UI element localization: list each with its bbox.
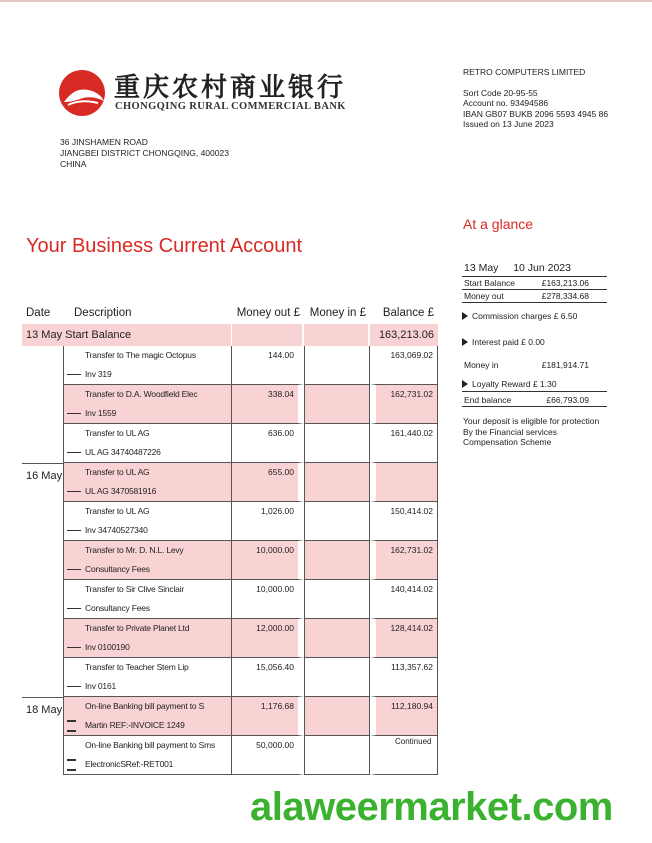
money-out-cell: 144.00	[232, 346, 304, 385]
loyalty-text: Loyalty Reward £ 1.30	[472, 379, 557, 389]
dash-icon	[67, 374, 81, 375]
start-balance-label: 13 May Start Balance	[22, 324, 232, 346]
money-in-cell	[304, 658, 370, 697]
table-row	[22, 424, 438, 463]
description-line2: Consultancy Fees	[85, 564, 150, 574]
description-line1: Transfer to UL AG	[85, 428, 150, 438]
glance-money-in	[462, 359, 607, 371]
money-out-cell: 12,000.00	[232, 619, 304, 658]
issued-date: Issued on 13 June 2023	[463, 119, 554, 129]
money-out-amount: £278,334.68	[541, 291, 589, 301]
customer-details	[463, 67, 608, 130]
expand-triangle-icon[interactable]	[462, 380, 468, 388]
balance-cell: 161,440.02	[370, 424, 438, 463]
dash-icon	[67, 608, 81, 609]
description-line2: Inv 0161	[85, 681, 117, 691]
sort-code: Sort Code 20-95-55	[463, 87, 538, 98]
start-balance-value: 163,213.06	[370, 324, 438, 346]
table-row	[22, 385, 438, 424]
description-cell	[64, 385, 232, 424]
description-cell	[64, 502, 232, 541]
page-title: Your Business Current Account	[26, 235, 303, 257]
balance-cell	[370, 463, 438, 502]
description-line2: ElectronicSRef:-RET001	[85, 759, 174, 769]
glance-end-balance	[462, 392, 607, 407]
header-money-in: Money in £	[309, 307, 366, 319]
protection-line: By the Financial services	[463, 426, 558, 437]
date-cell: 18 May	[22, 697, 64, 736]
commission-item[interactable]	[462, 309, 607, 323]
description-cell	[64, 541, 232, 580]
dash-icon	[67, 452, 81, 453]
money-out-label: Money out	[464, 291, 504, 301]
description-line1: Transfer to UL AG	[85, 506, 150, 516]
end-balance-amount: £66,793.09	[546, 395, 589, 405]
balance-cell: 112,180.94	[370, 697, 438, 736]
description-line1: Transfer to The magic Octopus	[85, 350, 196, 360]
balance-cell: 162,731.02	[370, 385, 438, 424]
date-cell	[22, 541, 64, 580]
address-line: JIANGBEI DISTRICT CHONGQING, 400023	[60, 148, 229, 158]
table-header	[22, 302, 438, 324]
money-in-cell	[304, 736, 370, 775]
date-cell	[22, 385, 64, 424]
header-date: Date	[26, 307, 51, 319]
end-balance-label: End balance	[464, 395, 512, 405]
account-number: Account no. 93494586	[463, 98, 549, 108]
balance-cell: 162,731.02	[370, 541, 438, 580]
bank-logo	[58, 67, 347, 117]
money-out-cell: 1,026.00	[232, 502, 304, 541]
period-end: 10 Jun 2023	[513, 262, 571, 274]
money-in-cell	[304, 541, 370, 580]
description-line2: Inv 1559	[85, 408, 117, 418]
loyalty-item[interactable]	[462, 377, 607, 392]
date-cell	[22, 424, 64, 463]
date-cell	[22, 346, 64, 385]
expand-triangle-icon[interactable]	[462, 338, 468, 346]
money-in-cell	[304, 502, 370, 541]
bank-logo-icon	[58, 69, 108, 117]
header-description: Description	[74, 307, 132, 319]
description-line2: Inv 34740527340	[85, 525, 148, 535]
money-in-cell	[304, 385, 370, 424]
glance-start-balance	[462, 277, 607, 290]
dash-icon	[67, 413, 81, 414]
money-out-cell: 10,000.00	[232, 541, 304, 580]
description-line2: Consultancy Fees	[85, 603, 150, 613]
money-in-cell	[304, 424, 370, 463]
address-line: 36 JINSHAMEN ROAD	[60, 137, 148, 147]
description-cell	[64, 424, 232, 463]
balance-cell: 150,414.02	[370, 502, 438, 541]
start-balance-amount: £163,213.06	[541, 278, 589, 288]
description-cell	[64, 619, 232, 658]
bank-name-cn: 重庆农村商业银行	[114, 73, 347, 103]
table-row	[22, 502, 438, 541]
description-cell	[64, 580, 232, 619]
balance-cell: 113,357.62	[370, 658, 438, 697]
description-line1: Transfer to D.A. Woodfield Elec	[85, 389, 198, 399]
money-in-cell	[304, 619, 370, 658]
commission-text: Commission charges £ 6.50	[472, 311, 578, 321]
date-cell	[22, 658, 64, 697]
description-line2: UL AG 3470581916	[85, 486, 157, 496]
description-line2: UL AG 34740487226	[85, 447, 161, 457]
dash-icon	[67, 647, 81, 648]
balance-cell: 140,414.02	[370, 580, 438, 619]
start-balance-row	[22, 324, 438, 346]
bank-address	[60, 137, 229, 170]
description-line1: Transfer to Teacher Stem Lip	[85, 662, 189, 672]
table-row	[22, 697, 438, 736]
protection-line: Compensation Scheme	[463, 437, 552, 447]
date-cell	[22, 580, 64, 619]
start-money-in	[304, 324, 370, 346]
company-name: RETRO COMPUTERS LIMITED	[463, 67, 586, 77]
protection-line: Your deposit is eligible for protection	[463, 416, 600, 426]
table-row	[22, 736, 438, 775]
interest-item[interactable]	[462, 335, 607, 349]
description-line1: Transfer to Sir Clive Sinclair	[85, 584, 185, 594]
date-cell	[22, 502, 64, 541]
money-out-cell: 636.00	[232, 424, 304, 463]
table-row	[22, 580, 438, 619]
dash-icon	[67, 491, 81, 492]
interest-text: Interest paid £ 0.00	[472, 337, 545, 347]
document-icon	[67, 759, 76, 771]
bank-name-en: CHONGQING RURAL COMMERCIAL BANK	[115, 101, 346, 112]
description-cell	[64, 697, 232, 736]
glance-period	[462, 261, 607, 277]
table-row	[22, 541, 438, 580]
period-start: 13 May	[464, 262, 499, 274]
money-in-cell	[304, 580, 370, 619]
description-cell	[64, 658, 232, 697]
description-line2: Inv 319	[85, 369, 112, 379]
description-line2: Martin REF:-INVOICE 1249	[85, 720, 185, 730]
address-line: CHINA	[60, 159, 87, 169]
date-cell	[22, 736, 64, 775]
description-cell	[64, 346, 232, 385]
table-row	[22, 658, 438, 697]
dash-icon	[67, 569, 81, 570]
money-in-cell	[304, 346, 370, 385]
date-cell: 16 May	[22, 463, 64, 502]
money-out-cell: 655.00	[232, 463, 304, 502]
watermark: alaweermarket.com	[250, 785, 613, 829]
balance-cell: 128,414.02	[370, 619, 438, 658]
table-row	[22, 463, 438, 502]
expand-triangle-icon[interactable]	[462, 312, 468, 320]
money-out-cell: 15,056.40	[232, 658, 304, 697]
money-out-cell: 338.04	[232, 385, 304, 424]
date-cell	[22, 619, 64, 658]
continued-label: Continued	[395, 737, 432, 746]
protection-notice	[463, 416, 599, 448]
money-in-amount: £181,914.71	[541, 360, 589, 370]
glance-money-out	[462, 290, 607, 303]
table-row	[22, 619, 438, 658]
description-cell	[64, 736, 232, 775]
table-row	[22, 346, 438, 385]
money-out-cell: 1,176.68	[232, 697, 304, 736]
iban: IBAN GB07 BUKB 2096 5593 4945 86	[463, 108, 609, 119]
money-out-cell: 10,000.00	[232, 580, 304, 619]
dash-icon	[67, 686, 81, 687]
header-money-out: Money out £	[236, 307, 300, 319]
glance-title: At a glance	[463, 216, 534, 232]
money-in-cell	[304, 697, 370, 736]
balance-cell: 163,069.02	[370, 346, 438, 385]
transactions-table	[22, 302, 438, 775]
money-in-label: Money in	[464, 360, 499, 370]
header-balance: Balance £	[382, 307, 434, 319]
description-line1: On-line Banking bill payment to Sms	[85, 740, 216, 750]
description-line2: Inv 0100190	[85, 642, 130, 652]
description-line1: Transfer to UL AG	[85, 467, 150, 477]
glance-panel	[462, 261, 607, 407]
dash-icon	[67, 530, 81, 531]
start-balance-label: Start Balance	[464, 278, 516, 288]
document-icon	[67, 720, 76, 732]
description-line1: Transfer to Mr. D. N.L. Levy	[85, 545, 184, 555]
description-line1: Transfer to Private Planet Ltd	[85, 623, 190, 633]
description-line1: On-line Banking bill payment to S	[85, 701, 205, 711]
description-cell	[64, 463, 232, 502]
money-in-cell	[304, 463, 370, 502]
top-border	[0, 0, 652, 2]
start-money-out	[232, 324, 304, 346]
money-out-cell: 50,000.00	[232, 736, 304, 775]
